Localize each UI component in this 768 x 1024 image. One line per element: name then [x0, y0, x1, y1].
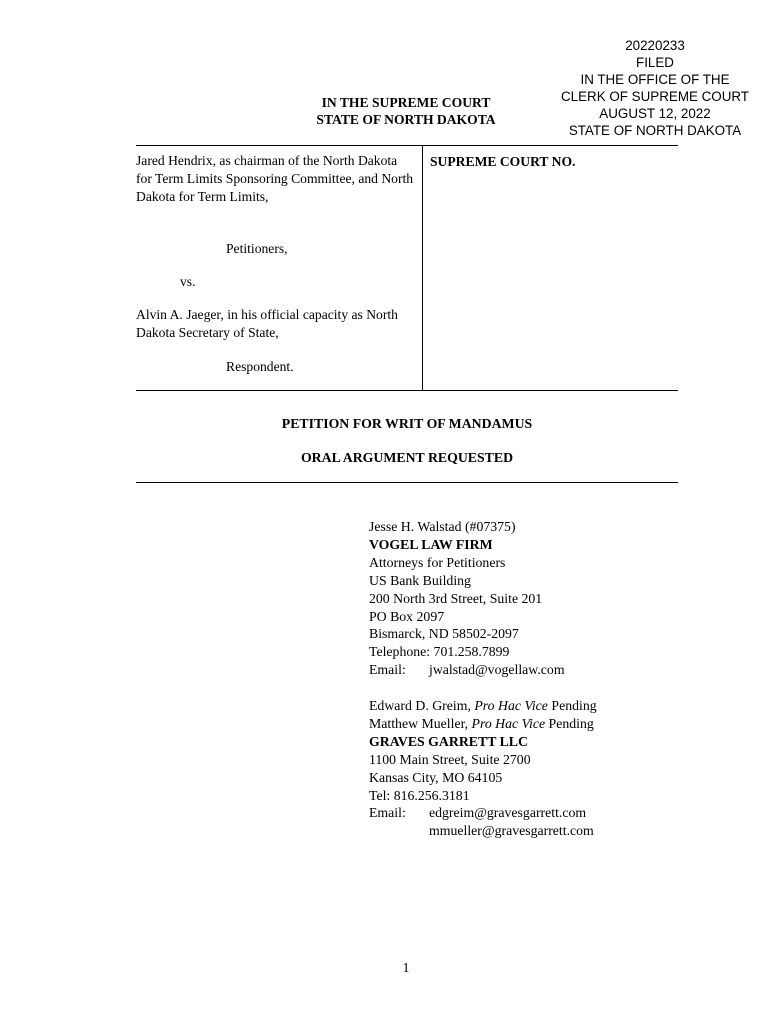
petitioner-label: Petitioners, [226, 241, 288, 256]
attorney-name: Matthew Mueller, [369, 715, 469, 731]
email-label: Email: [369, 805, 406, 821]
address-street: 200 North 3rd Street, Suite 201 [369, 590, 543, 606]
filing-state: STATE OF NORTH DAKOTA [568, 123, 742, 138]
email-address[interactable]: mmueller@gravesgarrett.com [429, 823, 594, 839]
petition-title: PETITION FOR WRIT OF MANDAMUS [281, 416, 533, 431]
pro-hac-vice: Pro Hac Vice [474, 698, 548, 713]
respondent-label: Respondent. [226, 359, 294, 374]
attorney-role: Attorneys for Petitioners [369, 554, 506, 570]
caption-bottom-rule [136, 390, 678, 391]
attorney-name: Edward D. Greim, [369, 698, 471, 713]
page-number: 1 [402, 960, 410, 975]
petitioner-party: Jared Hendrix, as chairman of the North Dakota for Term Limits Sponsoring Committee, and North Dakota for Term Limits, [136, 153, 414, 204]
address-street: 1100 Main Street, Suite 2700 [369, 751, 531, 767]
pending-label: Pending [551, 698, 597, 713]
filing-clerk: CLERK OF SUPREME COURT [561, 89, 749, 104]
court-state: STATE OF NORTH DAKOTA [316, 112, 496, 127]
title-bottom-rule [136, 482, 678, 483]
firm-name: VOGEL LAW FIRM [369, 536, 493, 552]
address-city: Bismarck, ND 58502-2097 [369, 626, 519, 642]
pro-hac-vice: Pro Hac Vice [471, 715, 546, 731]
filing-office: IN THE OFFICE OF THE [580, 72, 730, 87]
filing-number: 20220233 [625, 38, 685, 53]
email-address[interactable]: edgreim@gravesgarrett.com [429, 805, 587, 821]
supreme-court-number: SUPREME COURT NO. [430, 154, 576, 169]
filing-stamp [548, 37, 762, 139]
respondent-party: Alvin A. Jaeger, in his official capacity as North Dakota Secretary of State, [136, 307, 398, 340]
telephone: Tel: 816.256.3181 [369, 787, 470, 803]
filing-date: AUGUST 12, 2022 [599, 106, 711, 121]
attorney-line-greim [369, 697, 669, 715]
email-line [369, 804, 669, 822]
caption-top-rule [136, 145, 678, 146]
address-building: US Bank Building [369, 572, 471, 588]
attorney-name: Jesse H. Walstad (#07375) [369, 519, 516, 534]
counsel-block-vogel [369, 518, 669, 679]
versus-label: vs. [180, 274, 196, 289]
email-label: Email: [369, 662, 406, 678]
pending-label: Pending [548, 715, 594, 731]
counsel-block-graves [369, 697, 669, 840]
email-line-secondary [369, 822, 669, 840]
firm-name: GRAVES GARRETT LLC [369, 733, 528, 749]
filing-status: FILED [636, 55, 674, 70]
attorney-line-mueller [369, 715, 669, 733]
caption-divider [422, 145, 423, 390]
address-city: Kansas City, MO 64105 [369, 769, 503, 785]
court-heading [276, 94, 536, 128]
telephone: Telephone: 701.258.7899 [369, 644, 510, 660]
oral-argument-title: ORAL ARGUMENT REQUESTED [300, 450, 514, 465]
address-po-box: PO Box 2097 [369, 608, 445, 624]
court-name: IN THE SUPREME COURT [321, 95, 491, 110]
email-address[interactable]: jwalstad@vogellaw.com [429, 662, 565, 678]
email-line [369, 661, 669, 679]
